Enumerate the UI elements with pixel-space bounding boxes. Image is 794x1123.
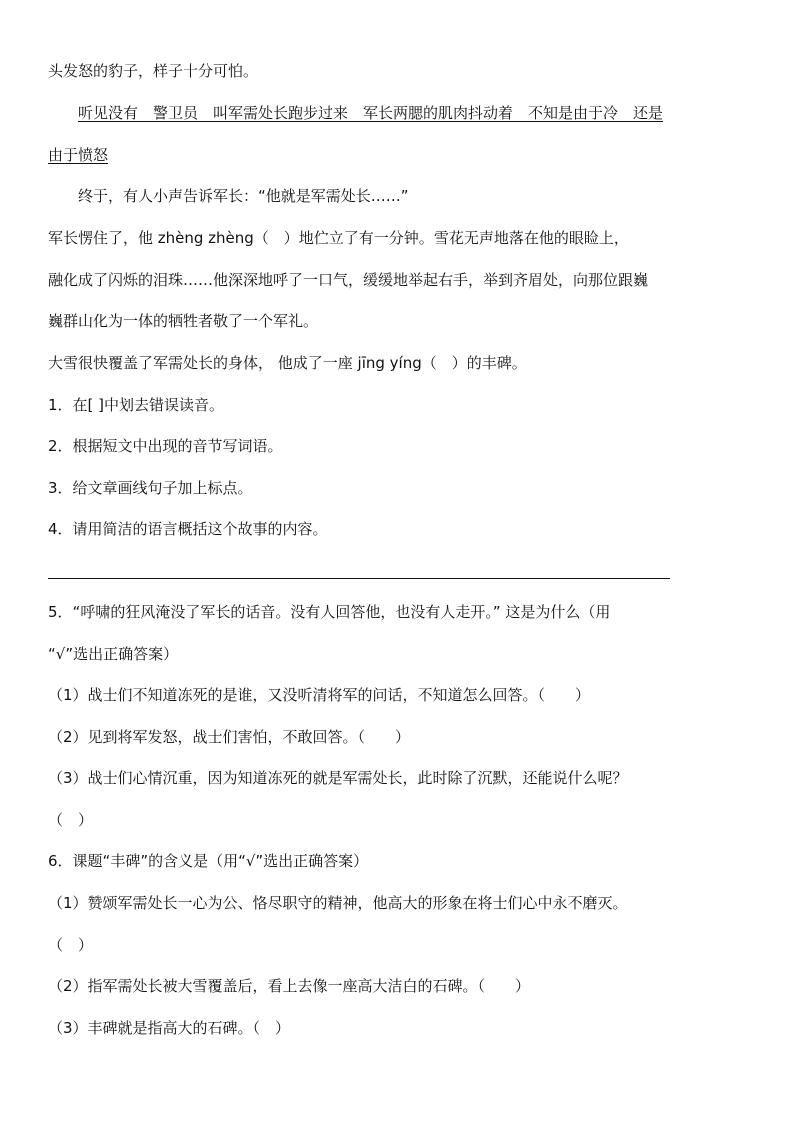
question-6: 6．课题“丰碑”的含义是（用“√”选出正确答案） bbox=[48, 852, 369, 870]
question-4: 4．请用简洁的语言概括这个故事的内容。 bbox=[48, 520, 328, 538]
passage-line-7: 巍群山化为一体的牺牲者敬了一个军礼。 bbox=[48, 312, 319, 330]
question-6-option-2: （2）指军需处长被大雪覆盖后，看上去像一座高大洁白的石碑。（ ） bbox=[48, 977, 531, 995]
question-6-option-3: （3）丰碑就是指高大的石碑。（ ） bbox=[48, 1019, 291, 1037]
underlined-sentence-line-1: 听见没有 警卫员 叫军需处长跑步过来 军长两腮的肌肉抖动着 不知是由于冷 还是 bbox=[78, 104, 664, 122]
passage-line-5: 军长愣住了，他 zhèng zhèng（ ）地伫立了有一分钟。雪花无声地落在他的眼睑上， bbox=[48, 229, 629, 247]
passage-line-8: 大雪很快覆盖了军需处长的身体， 他成了一座 jīng yíng（ ）的丰碑。 bbox=[48, 354, 527, 372]
question-6-option-1: （1）赞颂军需处长一心为公、恪尽职守的精神，他高大的形象在将士们心中永不磨灭。 bbox=[48, 894, 628, 912]
question-5-option-3-blank: （ ） bbox=[48, 811, 94, 829]
question-5-instruction: “√”选出正确答案） bbox=[48, 645, 179, 663]
question-2: 2．根据短文中出现的音节写词语。 bbox=[48, 437, 283, 455]
question-3: 3．给文章画线句子加上标点。 bbox=[48, 479, 253, 497]
answer-line[interactable] bbox=[48, 578, 670, 579]
passage-line-4: 终于，有人小声告诉军长：“他就是军需处长……” bbox=[78, 187, 409, 205]
underlined-sentence-line-2: 由于愤怒 bbox=[48, 146, 109, 164]
question-5: 5．“呼啸的狂风淹没了军长的话音。没有人回答他，也没有人走开。” 这是为什么（用 bbox=[48, 603, 611, 621]
passage-line-6: 融化成了闪烁的泪珠……他深深地呼了一口气，缓缓地举起右手，举到齐眉处，向那位跟巍 bbox=[48, 271, 649, 289]
passage-line-1: 头发怒的豹子，样子十分可怕。 bbox=[48, 62, 259, 80]
question-5-option-2: （2）见到将军发怒，战士们害怕，不敢回答。（ ） bbox=[48, 728, 411, 746]
question-5-option-3: （3）战士们心情沉重，因为知道冻死的就是军需处长，此时除了沉默，还能说什么呢？ bbox=[48, 769, 628, 787]
question-6-option-1-blank: （ ） bbox=[48, 936, 94, 954]
question-5-option-1: （1）战士们不知道冻死的是谁，又没听清将军的问话，不知道怎么回答。（ ） bbox=[48, 686, 591, 704]
question-1: 1．在[ ]中划去错误读音。 bbox=[48, 396, 225, 414]
